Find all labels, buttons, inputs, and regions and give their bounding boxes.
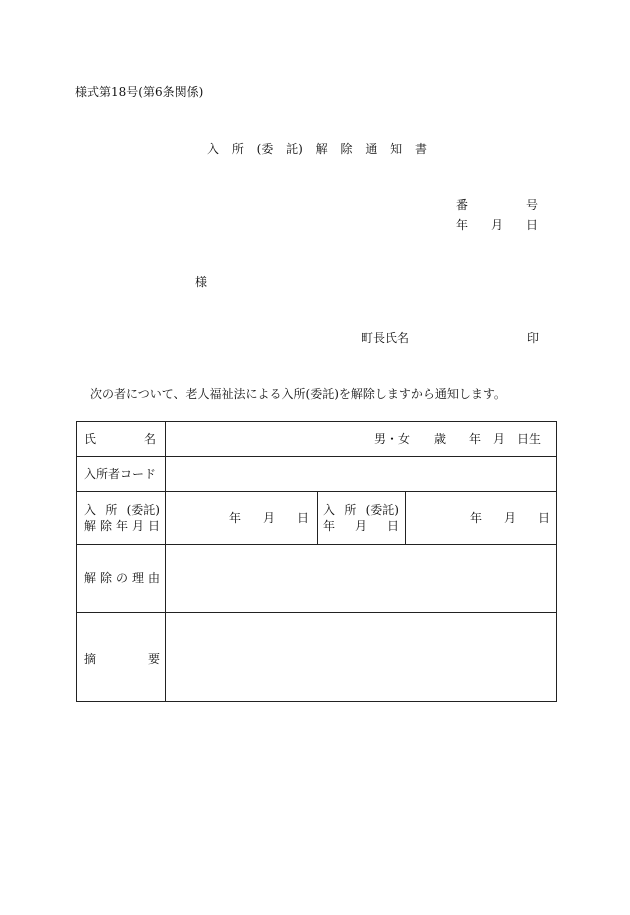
title-char: 託) [286, 142, 303, 156]
reference-date-char: 年 [456, 218, 469, 232]
resident-code-label: 入所者コード [84, 467, 157, 481]
sender-title: 町長氏名 [361, 331, 410, 345]
addressee-honorific: 様 [195, 275, 208, 289]
title-char: 解 [315, 142, 328, 156]
date-char: 月 [262, 511, 275, 525]
row-divider [77, 456, 556, 457]
label-char: 由 [147, 571, 160, 585]
title-char: 所 [231, 142, 244, 156]
column-divider [317, 491, 318, 544]
label-char: 氏 [84, 432, 97, 446]
seal-mark: 印 [527, 331, 540, 345]
notice-table [76, 421, 557, 702]
label-char: 日 [147, 519, 160, 533]
title-char: 書 [414, 142, 427, 156]
termination-date [229, 512, 309, 524]
age-unit: 歳 [434, 432, 447, 446]
title-char: 通 [365, 142, 378, 156]
label-char: (委託) [126, 503, 160, 517]
label-char: 理 [131, 571, 144, 585]
date-char: 日生 [516, 432, 541, 446]
column-divider [165, 422, 166, 701]
row-divider [77, 544, 556, 545]
reason-label [84, 572, 160, 584]
column-divider [405, 491, 406, 544]
row-divider [77, 612, 556, 613]
label-char: 月 [131, 519, 144, 533]
birth-date [469, 433, 541, 445]
date-char: 日 [537, 511, 550, 525]
label-char: 日 [386, 519, 399, 533]
label-char: 解 [84, 571, 97, 585]
date-char: 年 [469, 432, 482, 446]
title-char: (委 [256, 142, 274, 156]
label-char: 月 [354, 519, 367, 533]
termination-date-label-line2 [84, 520, 160, 532]
reference-date-char: 月 [490, 218, 503, 232]
label-char: 除 [99, 571, 112, 585]
label-char: 入 [84, 503, 97, 517]
reference-date-char: 日 [525, 218, 538, 232]
title-char: 知 [390, 142, 403, 156]
document-title [207, 143, 427, 155]
remarks-label [84, 653, 160, 665]
date-char: 年 [470, 511, 483, 525]
gender-options: 男・女 [374, 432, 411, 446]
notice-sentence: 次の者について、老人福祉法による入所(委託)を解除しますから通知します。 [90, 387, 506, 401]
name-label [84, 433, 156, 445]
label-char: 摘 [84, 652, 97, 666]
label-char: 所 [105, 503, 118, 517]
label-char: 年 [115, 519, 128, 533]
date-char: 日 [296, 511, 309, 525]
title-char: 入 [207, 142, 220, 156]
reference-number-char: 番 [456, 198, 469, 212]
admission-date-label-line2 [323, 520, 399, 532]
date-char: 月 [492, 432, 505, 446]
reference-number-char: 号 [525, 198, 538, 212]
label-char: 名 [143, 432, 156, 446]
admission-date [470, 512, 550, 524]
reference-date [456, 219, 538, 231]
title-char: 除 [340, 142, 353, 156]
label-char: 年 [323, 519, 336, 533]
date-char: 年 [229, 511, 242, 525]
termination-date-label-line1 [84, 504, 160, 516]
label-char: の [115, 571, 128, 585]
label-char: 所 [344, 503, 357, 517]
label-char: 解 [84, 519, 97, 533]
label-char: (委託) [365, 503, 399, 517]
label-char: 要 [147, 652, 160, 666]
label-char: 入 [323, 503, 336, 517]
date-char: 月 [503, 511, 516, 525]
admission-date-label-line1 [323, 504, 399, 516]
reference-number [456, 199, 538, 211]
label-char: 除 [99, 519, 112, 533]
form-number: 様式第18号(第6条関係) [75, 85, 204, 99]
